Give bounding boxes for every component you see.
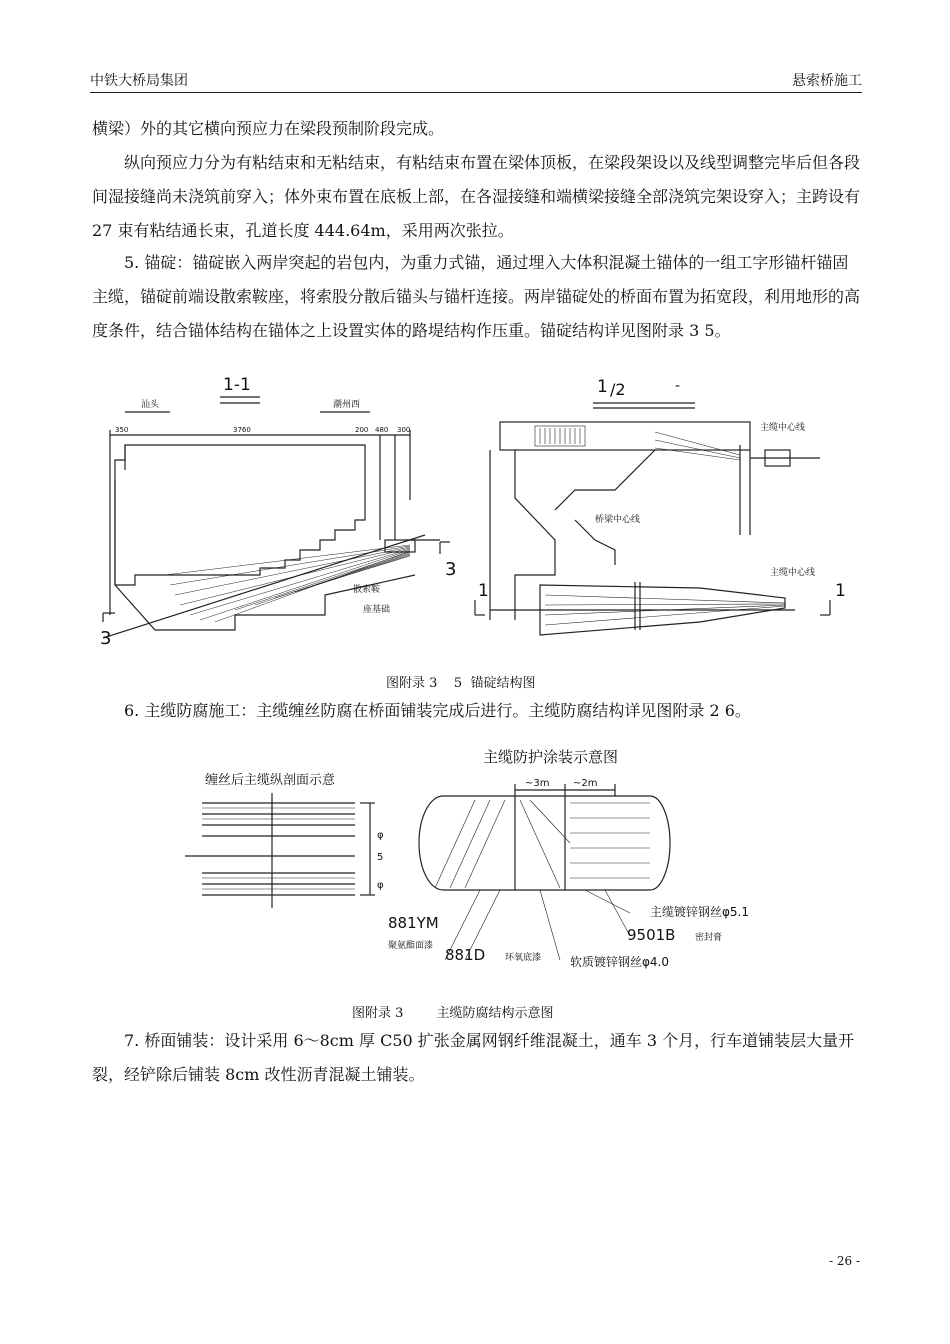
cable-protection-figure bbox=[175, 738, 775, 978]
dim-350: 350 bbox=[115, 426, 129, 434]
bridge-centerline: 桥梁中心线 bbox=[595, 515, 641, 525]
length-3m: ~3m bbox=[525, 778, 550, 789]
dim-200: 200 bbox=[355, 426, 369, 434]
label-ym-sub: 聚氨酯面漆 bbox=[388, 941, 434, 951]
figure1-caption: 图附录 3 5 锚碇结构图 bbox=[386, 676, 536, 691]
dim-5: 5 bbox=[377, 852, 384, 863]
section-label-1-1: 1-1 bbox=[223, 375, 251, 395]
label-d-sub: 环氧底漆 bbox=[505, 953, 542, 963]
label-wrap-wire: 软质镀锌钢丝φ4.0 bbox=[570, 955, 670, 969]
mark-1-left: 1 bbox=[478, 581, 489, 601]
section-label-1: 1 bbox=[597, 377, 608, 397]
dim-phi-bottom: φ bbox=[377, 880, 384, 891]
label-shantou: 汕头 bbox=[141, 400, 160, 410]
section-mark-3-left: 3 bbox=[100, 628, 112, 649]
page-number: - 26 - bbox=[828, 1254, 860, 1268]
header-left: 中铁大桥局集团 bbox=[90, 73, 188, 89]
mark-1-right: 1 bbox=[835, 581, 846, 601]
right-figure-title: 主缆防护涂装示意图 bbox=[483, 748, 619, 766]
figure2-caption: 图附录 3 主缆防腐结构示意图 bbox=[352, 1006, 554, 1021]
label-b-sub: 密封膏 bbox=[695, 933, 723, 943]
paragraph-2: 纵向预应力分为有粘结束和无粘结束，有粘结束布置在梁体顶板，在梁段架设以及线型调整完毕后但各段间湿接缝尚未浇筑前穿入；体外束布置在底板上部，在各湿接缝和端横梁接缝全部浇筑完架设穿入；主跨设有 27 束有粘结通长束，孔道长度 444.64m，采用两次张拉。 bbox=[92, 153, 861, 240]
paragraph-4: 6. 主缆防腐施工：主缆缠丝防腐在桥面铺装完成后进行。主缆防腐结构详见图附录 2 6。 bbox=[124, 701, 751, 720]
section-dash: - bbox=[675, 378, 681, 394]
label-cable-wire: 主缆镀锌钢丝φ5.1 bbox=[650, 905, 750, 919]
saddle-label-1: 散索鞍 bbox=[353, 585, 381, 595]
page-header bbox=[90, 66, 862, 93]
paragraph-3: 5. 锚碇：锚碇嵌入两岸突起的岩包内，为重力式锚，通过埋入大体积混凝土锚体的一组工字形锚杆锚固主缆，锚碇前端设散索鞍座，将索股分散后锚头与锚杆连接。两岸锚碇处的桥面布置为拓宽段，利用地形的高度条件，结合锚体结构在锚体之上设置实体的路堤结构作压重。锚碇结构详见图附录 3 5。 bbox=[92, 253, 861, 340]
anchorage-figure bbox=[95, 370, 865, 665]
left-figure-title: 缠丝后主缆纵剖面示意 bbox=[205, 773, 336, 788]
dim-phi-top: φ bbox=[377, 830, 384, 841]
header-right: 悬索桥施工 bbox=[792, 73, 862, 89]
cable-centerline-top: 主缆中心线 bbox=[760, 423, 806, 433]
saddle-label-2: 座基础 bbox=[363, 605, 391, 615]
section-mark-3-right: 3 bbox=[445, 559, 457, 580]
dim-300: 300 bbox=[397, 426, 411, 434]
section-label-2: /2 bbox=[610, 380, 626, 399]
paragraph-5: 7. 桥面铺装：设计采用 6～8cm 厚 C50 扩张金属网钢纤维混凝土，通车 3 个月，行车道铺装层大量开裂，经铲除后铺装 8cm 改性沥青混凝土铺装。 bbox=[92, 1031, 855, 1084]
dim-3760: 3760 bbox=[233, 426, 251, 434]
label-881ym: 881YM bbox=[388, 914, 439, 932]
length-2m: ~2m bbox=[573, 778, 598, 789]
dim-480: 480 bbox=[375, 426, 389, 434]
label-chaozhou: 潮州西 bbox=[333, 400, 361, 410]
label-881d: 881D bbox=[445, 946, 486, 964]
paragraph-1: 横梁）外的其它横向预应力在梁段预制阶段完成。 bbox=[92, 119, 445, 138]
cable-centerline-bottom: 主缆中心线 bbox=[770, 568, 816, 578]
label-9501b: 9501B bbox=[627, 926, 676, 944]
